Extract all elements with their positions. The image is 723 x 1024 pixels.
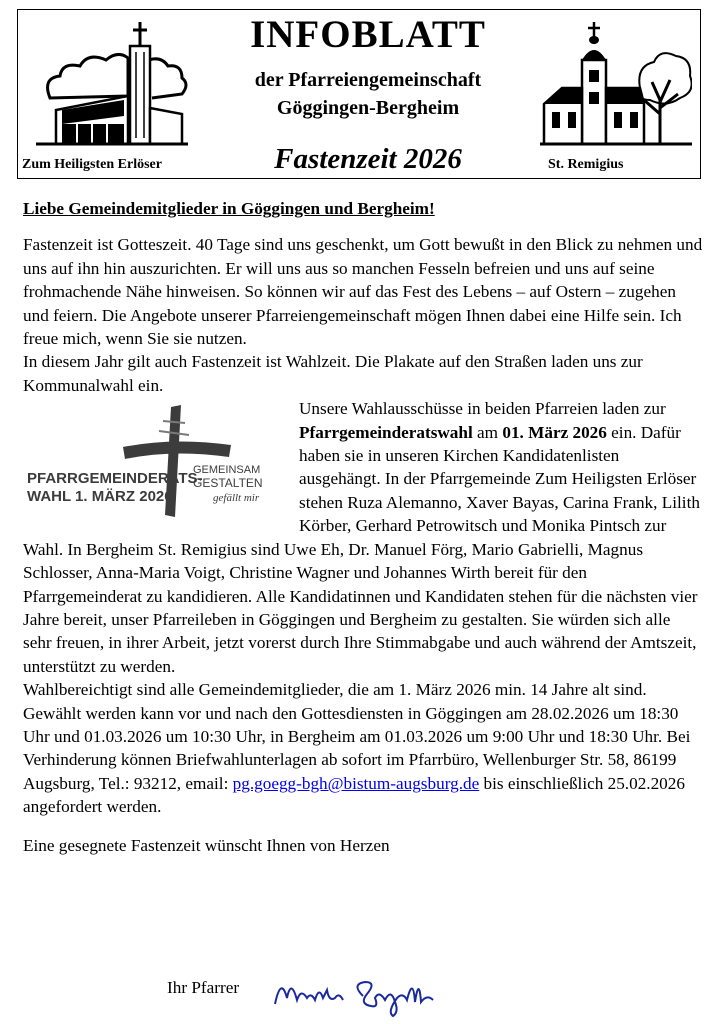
letter-body bbox=[23, 197, 703, 857]
parish-caption-left: Zum Heiligsten Erlöser bbox=[22, 157, 162, 172]
subtitle-line-2: Göggingen-Bergheim bbox=[276, 97, 460, 119]
election-logo-slogan-1: GEMEINSAM bbox=[193, 464, 261, 477]
paragraph-intro: Fastenzeit ist Gotteszeit. 40 Tage sind uns geschenkt, um Gott bewußt in den Blick zu nehmen und uns auf ihn hin auszurichten. Er will uns aus so manchen Fesseln befreien und uns auf seine frohmachende Nähe hinweisen. So können wir auf das Fest des Lebens – auf Ostern – zugehen und feiern. Die Angebote unserer Pfarreiengemeinschaft mögen Ihnen dabei eine Hilfe sein. Ich freue mich, wenn Sie sie nutzen. bbox=[23, 235, 703, 349]
parish-community-name bbox=[188, 66, 548, 122]
subtitle-line-1: der Pfarreiengemeinschaft bbox=[254, 69, 482, 91]
paragraph-candidates bbox=[23, 397, 703, 678]
season-title: Fastenzeit 2026 bbox=[274, 143, 462, 175]
candidates-text-a: Unsere Wahlausschüsse in beiden Pfarreien laden zur bbox=[299, 399, 666, 419]
election-date: 01. März 2026 bbox=[502, 422, 607, 442]
election-logo-slogan-3: gefällt mir bbox=[213, 492, 260, 505]
election-logo-slogan-2: GESTALTEN bbox=[193, 476, 263, 491]
candidates-text-c: ein. Dafür haben sie in unseren Kirchen Kandidatenlisten ausgehängt. In der Pfarrgemeinde Zum Heiligsten Erlöser stehen Ruza Alemanno, Xaver Bayas, Carina Frank, Lilith Körber, Gerhard Petrowitsch und Monika Pintsch zur Wahl. In Bergheim St. Remigius sind Uwe Eh, Dr. Manuel Förg, Mario Gabrielli, Magnus Schlosser, Anna-Maria Voigt, Christine Wagner und Johannes Wirth bereit für den Pfarrgemeinderat zu kandidieren. Alle Kandidatinnen und Kandidaten stehen für die nächsten vier Jahre bereit, unser Pfarreileben in Göggingen und Bergheim zu gestalten. Sie würden sich alle sehr freuen, in ihrer Arbeit, jetzt vorerst durch Ihre Stimmabgabe und auch während der Amtszeit, unterstützt zu werden. bbox=[23, 422, 700, 676]
handwritten-signature bbox=[267, 968, 467, 1018]
signature-label: Ihr Pfarrer bbox=[167, 978, 240, 997]
greeting: Liebe Gemeindemitglieder in Göggingen und Bergheim! bbox=[23, 199, 435, 218]
election-name: Pfarrgemeinderatswahl bbox=[299, 422, 473, 442]
page-title: INFOBLATT bbox=[250, 13, 486, 56]
paragraph-election-season: In diesem Jahr gilt auch Fastenzeit ist Wahlzeit. Die Plakate auf den Straßen laden uns zur Kommunalwahl ein. bbox=[23, 352, 643, 395]
election-logo bbox=[23, 401, 293, 517]
closing-line: Eine gesegnete Fastenzeit wünscht Ihnen von Herzen bbox=[23, 835, 390, 855]
masthead bbox=[17, 9, 701, 179]
church-baroque-tower-icon bbox=[540, 18, 692, 148]
signature-block bbox=[167, 968, 497, 1018]
voting-info-deadline: bis einschließlich 25.02.2026 angefordert werden. bbox=[23, 773, 685, 817]
church-modern-tower-icon bbox=[32, 18, 192, 148]
election-logo-line-2: WAHL 1. MÄRZ 2026 bbox=[27, 488, 173, 506]
parish-caption-right: St. Remigius bbox=[548, 157, 624, 172]
voting-info-text: Wahlbereichtigt sind alle Gemeindemitglieder, die am 1. März 2026 min. 14 Jahre alt sind. Gewählt werden kann vor und nach den Gottesdiensten in Göggingen am 28.02.2026 um 18:30 Uhr und 01.03.2026 um 10:30 Uhr, in Bergheim am 01.03.2026 um 9:00 Uhr und 18:30 Uhr. Bei Verhinderung können Briefwahlunterlagen ab sofort im Pfarrbüro, Wellenburger Str. 58, 86199 Augsburg, Tel.: 93212, email: bbox=[23, 680, 691, 793]
election-logo-line-1: PFARRGEMEINDERATS- bbox=[27, 470, 203, 488]
email-link[interactable]: pg.goegg-bgh@bistum-augsburg.de bbox=[232, 773, 480, 793]
candidates-text-b: am bbox=[472, 422, 503, 442]
paragraph-voting-info bbox=[23, 678, 703, 818]
